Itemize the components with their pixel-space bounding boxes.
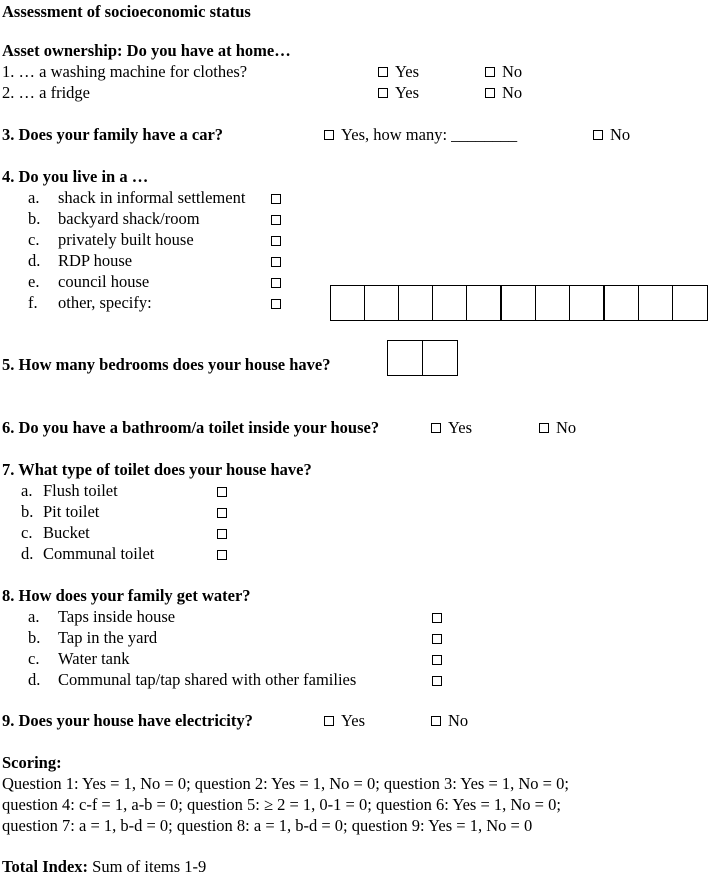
scoring-line: question 4: c-f = 1, a-b = 0; question 5: ≥ 2 = 1, 0-1 = 0; question 6: Yes = 1, No = 0;: [2, 795, 561, 814]
q5-text: 5. How many bedrooms does your house have?: [2, 355, 331, 374]
specify-cell[interactable]: [398, 285, 433, 321]
q8-checkbox-a[interactable]: [432, 613, 442, 623]
specify-cell[interactable]: [501, 285, 536, 321]
checkbox[interactable]: [431, 716, 441, 726]
q4-checkbox-c[interactable]: [271, 236, 281, 246]
checkbox[interactable]: [485, 88, 495, 98]
q7-checkbox-d[interactable]: [217, 550, 227, 560]
q4-item-d: d. RDP house: [28, 251, 133, 270]
checkbox[interactable]: [378, 88, 388, 98]
q6-yes-option[interactable]: Yes: [431, 418, 472, 438]
asset-heading: Asset ownership: Do you have at home…: [2, 41, 291, 60]
q6-no-option[interactable]: No: [539, 418, 576, 438]
q9-no-option[interactable]: No: [431, 711, 468, 731]
q7-checkbox-b[interactable]: [217, 508, 227, 518]
specify-cell[interactable]: [638, 285, 673, 321]
checkbox[interactable]: [324, 716, 334, 726]
specify-cell[interactable]: [535, 285, 570, 321]
q4-item-c: c. privately built house: [28, 230, 194, 249]
q7-checkbox-a[interactable]: [217, 487, 227, 497]
q3-no-option[interactable]: No: [593, 125, 630, 145]
total-index: Total Index: Sum of items 1-9: [2, 857, 207, 876]
q8-text: 8. How does your family get water?: [2, 586, 251, 605]
q8-checkbox-c[interactable]: [432, 655, 442, 665]
q4-item-f: f. other, specify:: [28, 293, 152, 312]
specify-cell[interactable]: [672, 285, 708, 321]
q4-item-b: b. backyard shack/room: [28, 209, 200, 228]
specify-cell[interactable]: [432, 285, 467, 321]
q1-text: 1. … a washing machine for clothes?: [2, 62, 248, 81]
specify-cell[interactable]: [466, 285, 501, 321]
q4-item-e: e. council house: [28, 272, 150, 291]
q7-checkbox-c[interactable]: [217, 529, 227, 539]
checkbox[interactable]: [539, 423, 549, 433]
q4-checkbox-a[interactable]: [271, 194, 281, 204]
q8-checkbox-b[interactable]: [432, 634, 442, 644]
page-title: Assessment of socioeconomic status: [2, 2, 251, 21]
checkbox[interactable]: [593, 130, 603, 140]
q4-text: 4. Do you live in a …: [2, 167, 149, 186]
q4-specify-boxes[interactable]: [330, 285, 709, 321]
checkbox[interactable]: [324, 130, 334, 140]
q4-checkbox-d[interactable]: [271, 257, 281, 267]
specify-cell[interactable]: [569, 285, 604, 321]
q8-item-c: c. Water tank: [28, 649, 130, 668]
checkbox[interactable]: [378, 67, 388, 77]
q8-checkbox-d[interactable]: [432, 676, 442, 686]
q3-yes-option[interactable]: Yes, how many: ________: [324, 125, 517, 145]
q4-checkbox-f[interactable]: [271, 299, 281, 309]
q7-item-b: b. Pit toilet: [21, 502, 100, 521]
specify-cell[interactable]: [604, 285, 639, 321]
q7-item-c: c. Bucket: [21, 523, 90, 542]
checkbox[interactable]: [431, 423, 441, 433]
q2-yes-option[interactable]: Yes: [378, 83, 419, 103]
q7-item-d: d. Communal toilet: [21, 544, 155, 563]
scoring-line: question 7: a = 1, b-d = 0; question 8: a = 1, b-d = 0; question 9: Yes = 1, No = 0: [2, 816, 533, 835]
q8-item-d: d. Communal tap/tap shared with other families: [28, 670, 357, 689]
q1-yes-option[interactable]: Yes: [378, 62, 419, 82]
q7-item-a: a. Flush toilet: [21, 481, 118, 500]
q9-yes-option[interactable]: Yes: [324, 711, 365, 731]
q4-checkbox-b[interactable]: [271, 215, 281, 225]
q1-no-option[interactable]: No: [485, 62, 522, 82]
bedroom-cell[interactable]: [387, 340, 423, 376]
scoring-line: Question 1: Yes = 1, No = 0; question 2: Yes = 1, No = 0; question 3: Yes = 1, No = 0;: [2, 774, 569, 793]
q6-text: 6. Do you have a bathroom/a toilet inside your house?: [2, 418, 380, 437]
bedroom-cell[interactable]: [422, 340, 458, 376]
q9-text: 9. Does your house have electricity?: [2, 711, 253, 730]
specify-cell[interactable]: [364, 285, 399, 321]
q8-item-b: b. Tap in the yard: [28, 628, 158, 647]
specify-cell[interactable]: [330, 285, 365, 321]
q2-text: 2. … a fridge: [2, 83, 90, 102]
q4-item-a: a. shack in informal settlement: [28, 188, 246, 207]
q3-text: 3. Does your family have a car?: [2, 125, 224, 144]
q2-no-option[interactable]: No: [485, 83, 522, 103]
q8-item-a: a. Taps inside house: [28, 607, 176, 626]
q5-bedroom-boxes[interactable]: [387, 340, 458, 376]
q7-text: 7. What type of toilet does your house have?: [2, 460, 312, 479]
checkbox[interactable]: [485, 67, 495, 77]
scoring-heading: Scoring:: [2, 753, 62, 772]
q4-checkbox-e[interactable]: [271, 278, 281, 288]
